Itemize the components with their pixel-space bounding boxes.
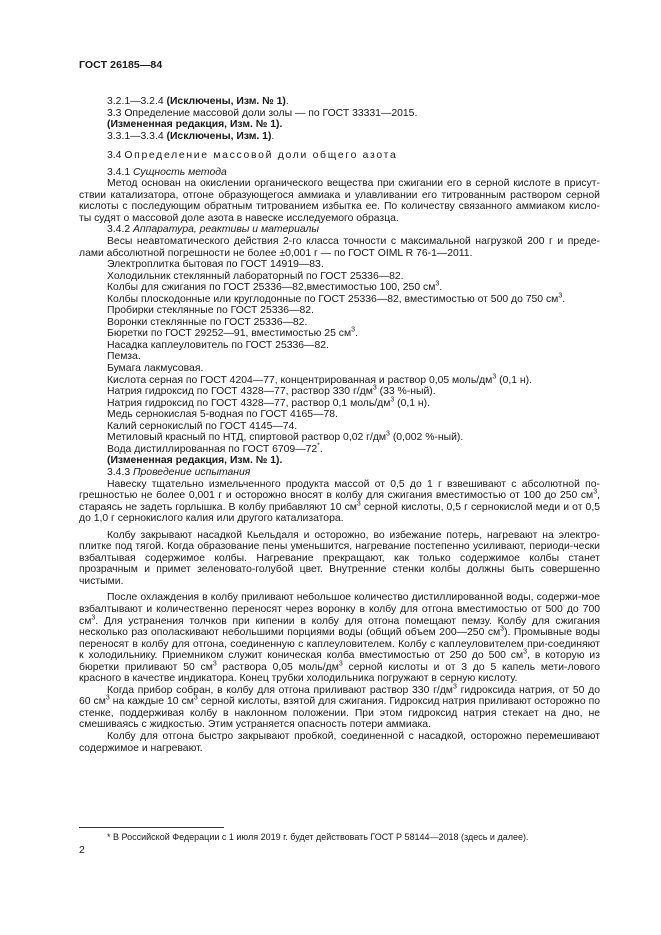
document-body (79, 96, 600, 754)
footnote-divider (79, 827, 224, 828)
amendment-note: (Измененная редакция, Изм. № 1). (107, 455, 283, 467)
procedure-paragraph: Колбу для отгона быстро закрывают пробкой, соединенной с насадкой, осторожно перемешивают содержимое и нагревают. (79, 730, 600, 754)
reagent-item: Натрия гидроксид по ГОСТ 4328—77, раствор 330 $г/дм^3$ (33 %-ный). (107, 384, 436, 398)
subsection-3-4-1-heading: 3.4.1 Сущность метода (107, 166, 227, 178)
equipment-item: Воронки стеклянные по ГОСТ 25336—82. (107, 316, 308, 328)
procedure-paragraph: Когда прибор собран, в колбу для отгона приливают раствор 330 $г/дм^3$ гидроксида натрия, от 50 до 60 $см^3$ на каждые 10 $см^3$ серной кислоты, взятой для сжигания. Гидроксид натрия приливают осторожно по стенке, поддерживая колбу в наклонном положении. При этом гидроксид натрия стекает на дно, не смешиваясь с жидкостью. Этим устраняется опасность потери аммиака. (79, 683, 600, 731)
equipment-item: Колбы плоскодонные или круглодонные по ГОСТ 25336—82, вместимостью от 500 до 750 $см^3$. (107, 292, 566, 305)
equipment-item: Весы неавтоматического действия 2-го класса точности с максимальной нагрузкой 200 г и преде-лами абсолютной погрешности не более ±0,001 г — по ГОСТ OIML R 76-1—2011. (79, 236, 600, 259)
equipment-item: Насадка каплеуловитель по ГОСТ 25336—82. (107, 339, 329, 351)
footnote: * В Российской Федерации с 1 июля 2019 г. будет действовать ГОСТ Р 58144—2018 (здесь и далее). (107, 832, 529, 842)
reagent-item: Калий сернокислый по ГОСТ 4145—74. (107, 420, 298, 432)
clause-3-2-1: 3.2.1—3.2.4 (Исключены, Изм. № 1). (107, 96, 289, 107)
reagent-item: Медь сернокислая 5-водная по ГОСТ 4165—78. (107, 409, 338, 421)
reagent-item: Кислота серная по ГОСТ 4204—77, концентрированная и раствор 0,05 моль/$дм^3$ (0,1 н). (107, 373, 532, 386)
method-paragraph: Метод основан на окислении органического вещества при сжигании его в серной кислоте в присут-ствии катализатора, отгоне образующегося аммиака и улавливании его титрованным раствором серной кислоты с последующим обратным титрованием избытка ее. По количеству связанного аммиаком кисло-ты судят о массовой доле азота в навеске исследуемого образца. (79, 178, 600, 224)
page-number: 2 (79, 844, 85, 856)
reagent-item: Метиловый красный по НТД, спиртовой раствор 0,02 $г/дм^3$ (0,002 %-ный). (107, 430, 464, 444)
subsection-3-4-3-heading: 3.4.3 Проведение испытания (107, 466, 251, 478)
section-3-4-heading: 3.4 Определение массовой доли общего азота (107, 150, 398, 162)
reagent-item: Натрия гидроксид по ГОСТ 4328—77, раствор 0,1 моль/$дм^3$ (0,1 н). (107, 396, 431, 409)
document-header: ГОСТ 26185—84 (79, 59, 163, 71)
equipment-item: Колбы для сжигания по ГОСТ 25336—82,вместимостью 100, 250 $см^3$. (107, 280, 443, 294)
subsection-3-4-2-heading: 3.4.2 Аппаратура, реактивы и материалы (107, 224, 320, 236)
clause-3-3: 3.3 Определение массовой доли золы — по ГОСТ 33331—2015. (107, 107, 418, 119)
procedure-paragraph: Навеску тщательно измельченного продукта массой от 0,5 до 1 г взвешивают с абсолютной по-грешностью не более 0,001 г и осторожно вносят в колбу для сжигания вместимостью от 100 до 250 $см^3$, стараясь не задеть горлышка. В колбу прибавляют 10 $см^3$ серной кислоты, 0,5 г сернокислой меди и от 0,5 до 1,0 г сернокислого калия или другого катализатора. (79, 478, 600, 525)
procedure-paragraph: Колбу закрывают насадкой Кьельдаля и осторожно, во избежание потерь, нагревают на электро-плитке под тягой. Когда образование пены уменьшится, нагревание постепенно усиливают, периоди-чески взбалтывая содержимое колбы. Нагревание прекращают, как только содержимое колбы станет прозрачным и примет зеленовато-голубой цвет. Внутренние стенки колбы должны быть совершенно чистыми. (79, 529, 600, 587)
equipment-item: Пемза. (107, 351, 141, 363)
procedure-paragraph: После охлаждения в колбу приливают небольшое количество дистиллированной воды, содержи-мое взбалтывают и количественно переносят через воронку в колбу для отгона вместимостью от 500 до 700 $см^3$. Для устранения толчков при кипении в колбу для отгона помещают пемзу. Колбу для сжигания несколько раз ополаскивают небольшими порциями воды (общий объем 200—250 $см^3$). Промывные воды переносят в колбу для отгона, соединенную с каплеуловителем. Колбу с каплеуловителем при-соединяют к холодильнику. Приемником служит коническая колба вместимостью от 250 до 500 $см^3$, в которую из бюретки приливают 50 $см^3$ раствора 0,05 моль/$дм^3$ серной кислоты и от 3 до 5 капель мети-лового красного в качестве индикатора. Конец трубки холодильника погружают в серную кислоту. (79, 592, 600, 685)
equipment-item: Бумага лакмусовая. (107, 363, 204, 375)
clause-3-3-1: 3.3.1—3.3.4 (Исключены, Изм. 1). (107, 130, 275, 142)
equipment-item: Бюретки по ГОСТ 29252—91, вместимостью 25 $см^3$. (107, 326, 358, 340)
reagent-item: Вода дистиллированная по ГОСТ 6709—72*. (107, 442, 323, 455)
amendment-note: (Измененная редакция, Изм. № 1). (107, 119, 283, 131)
equipment-item: Электроплитка бытовая по ГОСТ 14919—83. (107, 259, 324, 271)
equipment-item: Пробирки стеклянные по ГОСТ 25336—82. (107, 305, 314, 317)
equipment-item: Холодильник стеклянный лабораторный по ГОСТ 25336—82. (107, 270, 404, 282)
